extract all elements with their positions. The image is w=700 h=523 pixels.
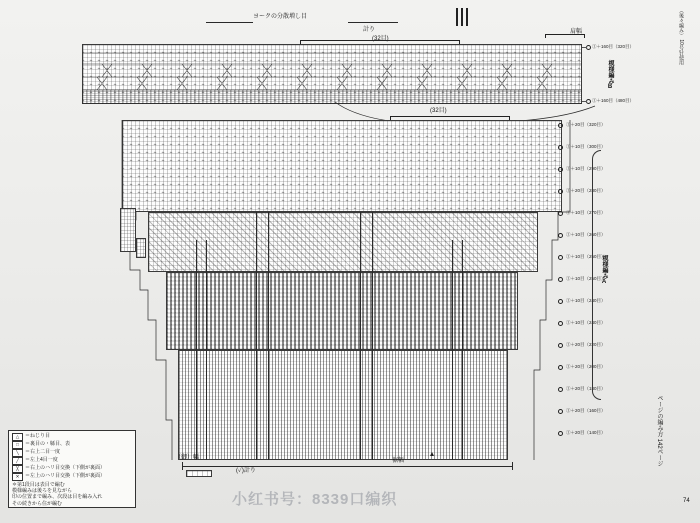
body-label-32: (32目) xyxy=(430,108,447,114)
legend-text: ＝左上のハリ目交換（下側が裏面） xyxy=(25,473,106,479)
bottom-label-hem: 裾幅 xyxy=(392,458,405,464)
row-label: ①＋20目（320目） xyxy=(566,122,606,127)
left-step-edge xyxy=(110,120,190,460)
legend-key: ╲ xyxy=(12,449,23,457)
row-label: ①＋20目（140目） xyxy=(566,430,606,435)
yoke-row-label-2: ①＋160目（480目） xyxy=(592,98,635,103)
legend-item xyxy=(12,473,132,481)
row-label: ①＋10目（240目） xyxy=(566,298,606,303)
legend-item xyxy=(12,433,132,441)
bottom-label-width: （御）幅 xyxy=(175,455,200,461)
yoke-chart-overlay xyxy=(82,44,582,104)
watermark: 小红书号：8339口编织 xyxy=(232,491,398,508)
legend-item xyxy=(12,465,132,473)
row-label: ①＋20目（180目） xyxy=(566,386,606,391)
bottom-label-cv: (✓)計り xyxy=(236,468,256,474)
body-chart-skirt xyxy=(178,350,508,460)
top-label-kata: 肩幅 xyxy=(570,29,583,35)
legend-text: ＝右上のハリ目交換（下側が裏面） xyxy=(25,465,106,471)
body-chart-lower xyxy=(166,272,518,350)
legend-text: ＝右上二目一度 xyxy=(25,449,61,455)
legend-key: ╱ xyxy=(12,457,23,465)
top-bar-1 xyxy=(456,8,458,26)
legend-note xyxy=(12,501,132,507)
legend-text: ＝左上4目一度 xyxy=(25,457,58,463)
pattern-a-label: 模様編みA xyxy=(601,255,607,285)
legend-text: ＝ねじり目 xyxy=(25,433,51,439)
legend-key: □ xyxy=(12,441,23,449)
legend-text: ＝裏目の・緐目、表 xyxy=(25,441,71,447)
legend-note-text: 印の位置まで編み、次段は目を編み入れ xyxy=(12,494,103,501)
left-spur-chart xyxy=(120,208,136,252)
legend-item xyxy=(12,457,132,465)
top-right-credit: （後々編み） 10号针使用 xyxy=(678,8,684,65)
legend-key: ✕ xyxy=(12,473,23,481)
top-bar-3 xyxy=(466,8,468,26)
arrow-up-icon xyxy=(430,452,434,456)
left-spur-chart-2 xyxy=(136,238,146,258)
row-label: ①＋10目（300目） xyxy=(566,144,606,149)
legend-key: ╳ xyxy=(12,465,23,473)
row-label: ①＋10目（270目） xyxy=(566,210,606,215)
row-label: ①＋10目（240目） xyxy=(566,320,606,325)
legend-box xyxy=(8,430,136,508)
row-label: ①＋10目（250目） xyxy=(566,276,606,281)
legend-note-text: その続きから住が編む xyxy=(12,500,63,507)
top-label-hakari: 計り xyxy=(363,27,376,33)
legend-item xyxy=(12,449,132,457)
legend-note-text: ＊第1段目は表目で編む xyxy=(12,482,65,488)
hem-sample-grid xyxy=(186,470,212,477)
top-bar-2 xyxy=(461,8,463,26)
row-label: ①＋20目（220目） xyxy=(566,342,606,347)
legend-note-text: 模様編みは後ろを見ながら xyxy=(12,488,73,495)
row-label: ①＋20目（160目） xyxy=(566,408,606,413)
legend-key: △ xyxy=(12,433,23,441)
page-side-note: ページの編み方 142ページ xyxy=(656,395,662,467)
row-label: ①＋10目（260目） xyxy=(566,232,606,237)
row-label: ①＋20目（280目） xyxy=(566,188,606,193)
row-label: ①＋20目（200目） xyxy=(566,364,606,369)
yoke-row-label-1: ①＋160目（320目） xyxy=(592,44,635,49)
pattern-b-label: 模様編みB xyxy=(607,60,613,90)
top-label-32: (32目) xyxy=(372,36,389,42)
page-number: 74 xyxy=(683,498,690,504)
legend-item xyxy=(12,441,132,449)
row-label: ①＋10目（250目） xyxy=(566,254,606,259)
row-label: ①＋10目（290目） xyxy=(566,166,606,171)
top-chart-title: ヨークの分散増し目 xyxy=(253,14,308,20)
